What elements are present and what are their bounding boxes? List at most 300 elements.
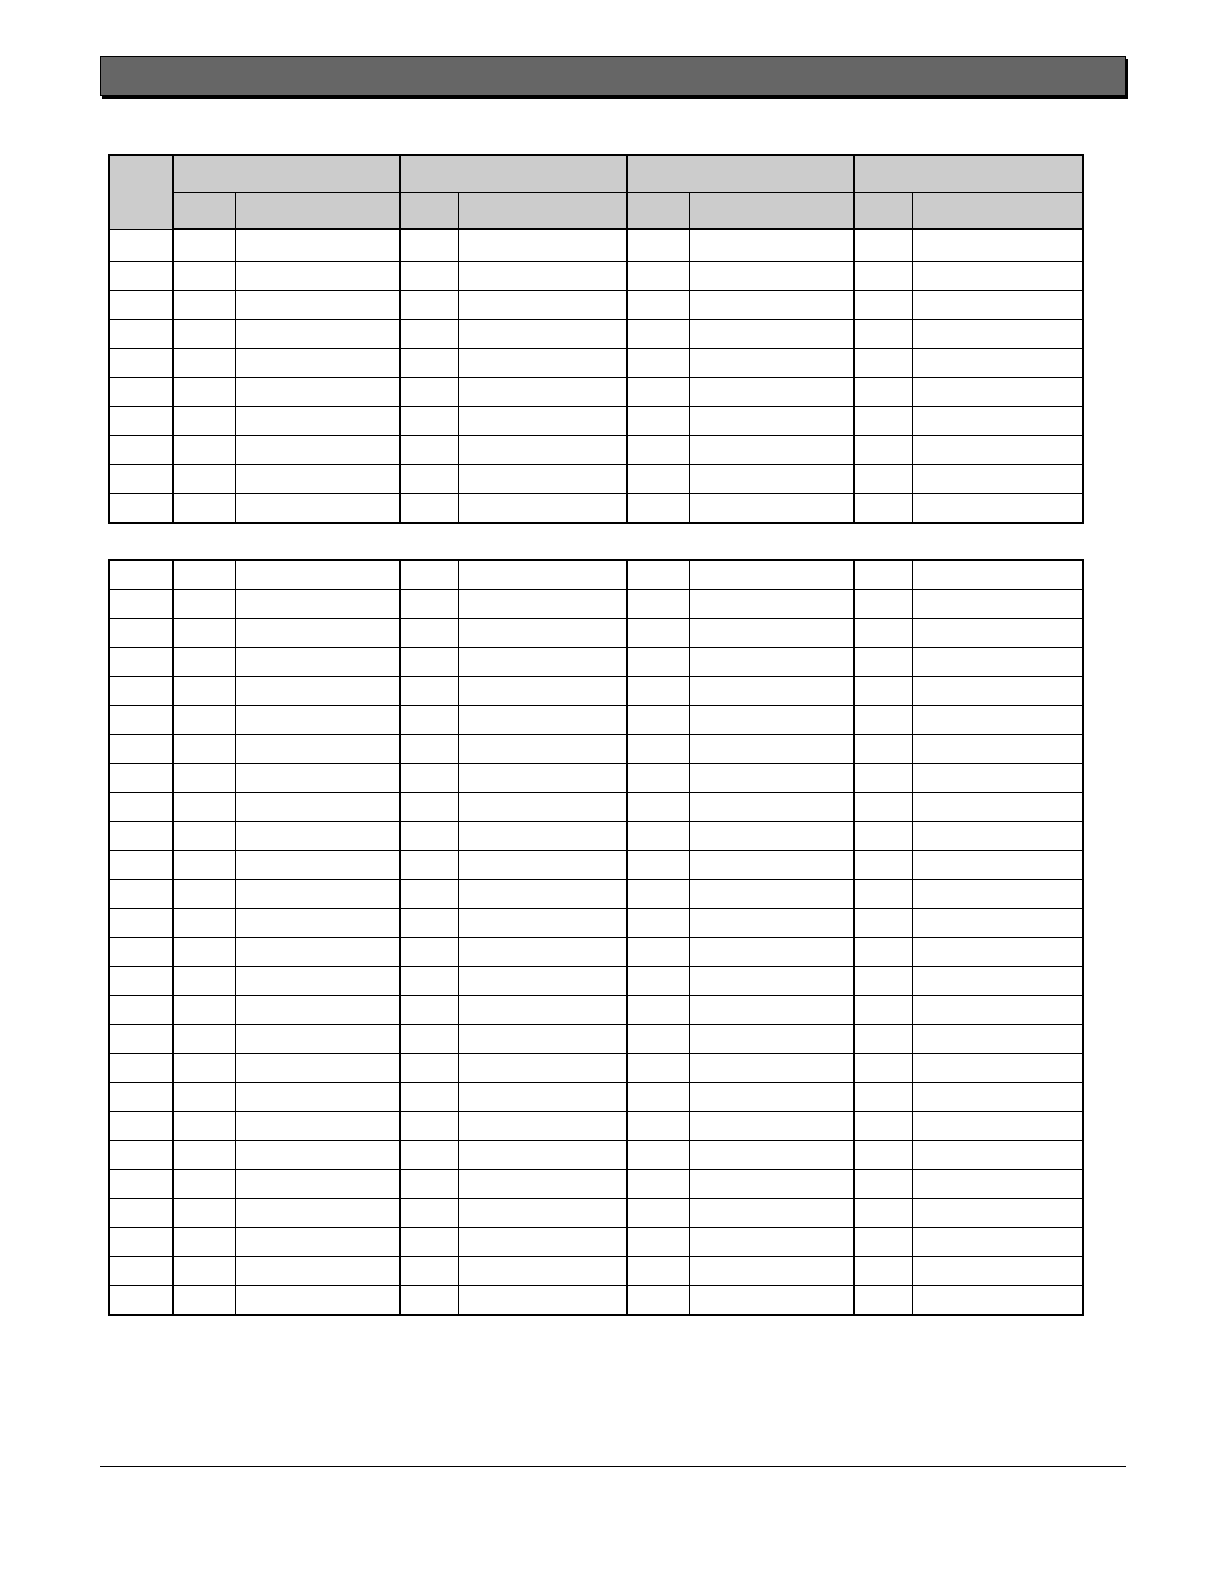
description-cell-1 (235, 349, 400, 378)
description-cell-3 (689, 1025, 854, 1054)
description-cell-4 (912, 851, 1083, 880)
table-row (109, 1199, 1083, 1228)
description-cell-3 (689, 677, 854, 706)
row-number-cell (109, 967, 173, 996)
number-cell-2 (400, 590, 458, 619)
description-cell-3 (689, 590, 854, 619)
description-cell-4 (912, 1286, 1083, 1316)
description-cell-2 (458, 648, 627, 677)
table-row (109, 1228, 1083, 1257)
number-cell-2 (400, 1141, 458, 1170)
subheader-description-2 (458, 193, 627, 230)
table-row (109, 1170, 1083, 1199)
description-cell-1 (235, 648, 400, 677)
number-cell-2 (400, 793, 458, 822)
description-cell-3 (689, 735, 854, 764)
number-cell-4 (854, 1025, 912, 1054)
description-cell-4 (912, 619, 1083, 648)
description-cell-2 (458, 996, 627, 1025)
table-row (109, 1286, 1083, 1316)
number-cell-2 (400, 880, 458, 909)
zone-table (108, 154, 1084, 524)
row-number-cell (109, 436, 173, 465)
description-cell-3 (689, 494, 854, 524)
number-cell-4 (854, 1112, 912, 1141)
number-cell-1 (173, 1257, 235, 1286)
description-cell-2 (458, 349, 627, 378)
number-cell-3 (627, 349, 689, 378)
row-number-cell (109, 735, 173, 764)
number-cell-3 (627, 822, 689, 851)
description-cell-1 (235, 262, 400, 291)
number-cell-1 (173, 1228, 235, 1257)
number-cell-1 (173, 1083, 235, 1112)
number-cell-2 (400, 909, 458, 938)
number-cell-3 (627, 706, 689, 735)
number-cell-3 (627, 436, 689, 465)
description-cell-2 (458, 291, 627, 320)
number-cell-4 (854, 909, 912, 938)
number-cell-3 (627, 590, 689, 619)
number-cell-2 (400, 320, 458, 349)
description-cell-1 (235, 1112, 400, 1141)
number-cell-1 (173, 1170, 235, 1199)
description-cell-2 (458, 378, 627, 407)
description-cell-2 (458, 735, 627, 764)
table-row (109, 262, 1083, 291)
table-row (109, 967, 1083, 996)
row-number-cell (109, 320, 173, 349)
description-cell-1 (235, 1170, 400, 1199)
description-cell-2 (458, 229, 627, 262)
description-cell-4 (912, 793, 1083, 822)
number-cell-1 (173, 822, 235, 851)
number-cell-3 (627, 793, 689, 822)
row-number-cell (109, 1257, 173, 1286)
number-cell-4 (854, 436, 912, 465)
description-cell-4 (912, 1025, 1083, 1054)
description-cell-4 (912, 590, 1083, 619)
description-cell-2 (458, 822, 627, 851)
description-cell-4 (912, 1199, 1083, 1228)
number-cell-3 (627, 1199, 689, 1228)
description-cell-3 (689, 909, 854, 938)
description-cell-3 (689, 793, 854, 822)
description-cell-3 (689, 1199, 854, 1228)
description-cell-3 (689, 291, 854, 320)
number-cell-3 (627, 764, 689, 793)
number-cell-1 (173, 735, 235, 764)
description-cell-2 (458, 1228, 627, 1257)
description-cell-4 (912, 436, 1083, 465)
description-cell-3 (689, 851, 854, 880)
description-cell-4 (912, 320, 1083, 349)
number-cell-4 (854, 1054, 912, 1083)
description-cell-3 (689, 1054, 854, 1083)
number-cell-1 (173, 436, 235, 465)
description-cell-3 (689, 407, 854, 436)
number-cell-2 (400, 1112, 458, 1141)
number-cell-1 (173, 648, 235, 677)
number-cell-1 (173, 967, 235, 996)
table-row (109, 560, 1083, 590)
number-cell-4 (854, 1228, 912, 1257)
row-number-cell (109, 764, 173, 793)
description-cell-3 (689, 560, 854, 590)
row-number-cell (109, 1170, 173, 1199)
description-cell-4 (912, 967, 1083, 996)
number-cell-1 (173, 494, 235, 524)
number-cell-2 (400, 1228, 458, 1257)
description-cell-1 (235, 1228, 400, 1257)
group-header-4 (854, 155, 1083, 193)
number-cell-2 (400, 1025, 458, 1054)
description-cell-2 (458, 880, 627, 909)
number-cell-3 (627, 378, 689, 407)
number-cell-3 (627, 1083, 689, 1112)
number-cell-3 (627, 560, 689, 590)
description-cell-4 (912, 229, 1083, 262)
row-number-cell (109, 909, 173, 938)
table-row (109, 996, 1083, 1025)
number-cell-3 (627, 619, 689, 648)
description-cell-1 (235, 851, 400, 880)
number-cell-2 (400, 1083, 458, 1112)
zone-table-bottom (108, 559, 1082, 1316)
number-cell-4 (854, 590, 912, 619)
number-cell-4 (854, 880, 912, 909)
description-cell-2 (458, 494, 627, 524)
row-number-cell (109, 262, 173, 291)
description-cell-1 (235, 1025, 400, 1054)
description-cell-4 (912, 909, 1083, 938)
description-cell-3 (689, 822, 854, 851)
number-cell-4 (854, 619, 912, 648)
number-cell-4 (854, 938, 912, 967)
description-cell-4 (912, 1170, 1083, 1199)
table-row (109, 436, 1083, 465)
number-cell-1 (173, 909, 235, 938)
row-number-cell (109, 619, 173, 648)
table-row (109, 706, 1083, 735)
number-cell-1 (173, 320, 235, 349)
description-cell-1 (235, 619, 400, 648)
description-cell-2 (458, 1112, 627, 1141)
number-cell-4 (854, 465, 912, 494)
table-row (109, 349, 1083, 378)
number-cell-1 (173, 590, 235, 619)
description-cell-3 (689, 1112, 854, 1141)
description-cell-1 (235, 706, 400, 735)
subheader-description-4 (912, 193, 1083, 230)
number-cell-4 (854, 1286, 912, 1316)
description-cell-3 (689, 262, 854, 291)
number-cell-2 (400, 822, 458, 851)
description-cell-2 (458, 262, 627, 291)
number-cell-2 (400, 560, 458, 590)
description-cell-1 (235, 1286, 400, 1316)
zone-table-top (108, 154, 1082, 524)
number-cell-1 (173, 407, 235, 436)
number-cell-1 (173, 262, 235, 291)
description-cell-2 (458, 1199, 627, 1228)
description-cell-3 (689, 619, 854, 648)
number-cell-1 (173, 1286, 235, 1316)
description-cell-2 (458, 909, 627, 938)
row-number-cell (109, 560, 173, 590)
number-cell-2 (400, 648, 458, 677)
number-cell-4 (854, 967, 912, 996)
description-cell-3 (689, 1257, 854, 1286)
description-cell-3 (689, 1170, 854, 1199)
description-cell-2 (458, 590, 627, 619)
subheader-number-2 (400, 193, 458, 230)
number-cell-1 (173, 851, 235, 880)
row-number-cell (109, 822, 173, 851)
number-cell-3 (627, 1025, 689, 1054)
row-number-cell (109, 1141, 173, 1170)
number-cell-3 (627, 320, 689, 349)
number-cell-1 (173, 229, 235, 262)
description-cell-2 (458, 851, 627, 880)
number-cell-4 (854, 1141, 912, 1170)
description-cell-1 (235, 229, 400, 262)
description-cell-4 (912, 262, 1083, 291)
number-cell-3 (627, 1054, 689, 1083)
table-row (109, 590, 1083, 619)
number-cell-4 (854, 677, 912, 706)
description-cell-1 (235, 1141, 400, 1170)
description-cell-4 (912, 880, 1083, 909)
table-row (109, 1054, 1083, 1083)
description-cell-4 (912, 764, 1083, 793)
number-cell-2 (400, 996, 458, 1025)
description-cell-4 (912, 1054, 1083, 1083)
number-cell-1 (173, 560, 235, 590)
table-row (109, 1112, 1083, 1141)
row-number-cell (109, 880, 173, 909)
number-cell-4 (854, 378, 912, 407)
row-number-cell (109, 378, 173, 407)
number-cell-3 (627, 996, 689, 1025)
group-header-3 (627, 155, 854, 193)
number-cell-1 (173, 1112, 235, 1141)
row-number-cell (109, 291, 173, 320)
description-cell-1 (235, 996, 400, 1025)
description-cell-4 (912, 349, 1083, 378)
group-header-1 (173, 155, 400, 193)
row-number-cell (109, 465, 173, 494)
subheader-description-1 (235, 193, 400, 230)
description-cell-2 (458, 407, 627, 436)
number-cell-1 (173, 764, 235, 793)
description-cell-1 (235, 465, 400, 494)
number-cell-2 (400, 349, 458, 378)
number-cell-2 (400, 1286, 458, 1316)
number-cell-3 (627, 909, 689, 938)
row-number-cell (109, 706, 173, 735)
number-cell-4 (854, 560, 912, 590)
number-cell-1 (173, 793, 235, 822)
subheader-number-4 (854, 193, 912, 230)
row-number-cell (109, 1199, 173, 1228)
table-row (109, 1141, 1083, 1170)
number-cell-3 (627, 1170, 689, 1199)
table-row (109, 378, 1083, 407)
number-cell-3 (627, 851, 689, 880)
subheader-number-1 (173, 193, 235, 230)
number-cell-3 (627, 938, 689, 967)
number-cell-4 (854, 851, 912, 880)
footer-rule (100, 1466, 1126, 1467)
table-row (109, 851, 1083, 880)
number-cell-2 (400, 677, 458, 706)
section-header-bar (100, 56, 1126, 96)
subheader-number-3 (627, 193, 689, 230)
table-row (109, 677, 1083, 706)
description-cell-4 (912, 291, 1083, 320)
description-cell-4 (912, 1257, 1083, 1286)
description-cell-3 (689, 1228, 854, 1257)
description-cell-3 (689, 648, 854, 677)
row-number-cell (109, 1083, 173, 1112)
description-cell-2 (458, 320, 627, 349)
number-cell-1 (173, 1054, 235, 1083)
description-cell-4 (912, 1141, 1083, 1170)
row-number-cell (109, 590, 173, 619)
description-cell-2 (458, 1054, 627, 1083)
row-number-cell (109, 1228, 173, 1257)
number-cell-3 (627, 407, 689, 436)
number-cell-4 (854, 291, 912, 320)
description-cell-1 (235, 822, 400, 851)
description-cell-4 (912, 735, 1083, 764)
description-cell-3 (689, 465, 854, 494)
number-cell-4 (854, 764, 912, 793)
number-cell-1 (173, 1025, 235, 1054)
group-header-2 (400, 155, 627, 193)
row-number-cell (109, 229, 173, 262)
table-row (109, 938, 1083, 967)
description-cell-2 (458, 793, 627, 822)
number-cell-3 (627, 880, 689, 909)
number-cell-3 (627, 465, 689, 494)
number-cell-3 (627, 648, 689, 677)
description-cell-2 (458, 1257, 627, 1286)
number-cell-2 (400, 764, 458, 793)
description-cell-1 (235, 793, 400, 822)
description-cell-2 (458, 619, 627, 648)
number-cell-3 (627, 1112, 689, 1141)
number-cell-2 (400, 851, 458, 880)
description-cell-4 (912, 465, 1083, 494)
description-cell-2 (458, 764, 627, 793)
number-cell-3 (627, 677, 689, 706)
number-cell-2 (400, 1054, 458, 1083)
table-row (109, 229, 1083, 262)
number-cell-2 (400, 494, 458, 524)
row-number-cell (109, 677, 173, 706)
description-cell-1 (235, 1083, 400, 1112)
number-cell-3 (627, 494, 689, 524)
zone-table-body (109, 560, 1083, 1315)
description-cell-1 (235, 494, 400, 524)
description-cell-3 (689, 938, 854, 967)
number-cell-3 (627, 1286, 689, 1316)
number-cell-2 (400, 378, 458, 407)
number-cell-1 (173, 465, 235, 494)
table-row (109, 320, 1083, 349)
number-cell-2 (400, 229, 458, 262)
number-cell-2 (400, 706, 458, 735)
description-cell-1 (235, 909, 400, 938)
zone-table-body (109, 229, 1083, 523)
row-number-cell (109, 494, 173, 524)
description-cell-1 (235, 407, 400, 436)
number-cell-2 (400, 938, 458, 967)
row-number-cell (109, 793, 173, 822)
row-number-cell (109, 938, 173, 967)
number-cell-1 (173, 378, 235, 407)
description-cell-1 (235, 677, 400, 706)
description-cell-2 (458, 436, 627, 465)
number-cell-2 (400, 1257, 458, 1286)
number-cell-4 (854, 996, 912, 1025)
number-cell-1 (173, 996, 235, 1025)
number-cell-4 (854, 1257, 912, 1286)
description-cell-1 (235, 764, 400, 793)
description-cell-4 (912, 1083, 1083, 1112)
subheader-description-3 (689, 193, 854, 230)
description-cell-1 (235, 560, 400, 590)
description-cell-2 (458, 938, 627, 967)
number-cell-2 (400, 735, 458, 764)
number-cell-2 (400, 436, 458, 465)
table-row (109, 1257, 1083, 1286)
row-number-header (109, 155, 173, 229)
table-row (109, 494, 1083, 524)
description-cell-1 (235, 1054, 400, 1083)
row-number-cell (109, 648, 173, 677)
description-cell-2 (458, 1286, 627, 1316)
table-row (109, 822, 1083, 851)
zone-table (108, 559, 1084, 1316)
number-cell-1 (173, 880, 235, 909)
table-row (109, 648, 1083, 677)
description-cell-4 (912, 938, 1083, 967)
number-cell-3 (627, 229, 689, 262)
description-cell-3 (689, 706, 854, 735)
description-cell-2 (458, 560, 627, 590)
description-cell-3 (689, 320, 854, 349)
number-cell-4 (854, 494, 912, 524)
description-cell-3 (689, 880, 854, 909)
number-cell-4 (854, 735, 912, 764)
description-cell-2 (458, 706, 627, 735)
number-cell-2 (400, 291, 458, 320)
description-cell-2 (458, 1170, 627, 1199)
description-cell-1 (235, 735, 400, 764)
row-number-cell (109, 1286, 173, 1316)
description-cell-4 (912, 677, 1083, 706)
description-cell-1 (235, 320, 400, 349)
row-number-cell (109, 1112, 173, 1141)
number-cell-4 (854, 648, 912, 677)
number-cell-4 (854, 349, 912, 378)
description-cell-3 (689, 1286, 854, 1316)
description-cell-4 (912, 1228, 1083, 1257)
row-number-cell (109, 349, 173, 378)
